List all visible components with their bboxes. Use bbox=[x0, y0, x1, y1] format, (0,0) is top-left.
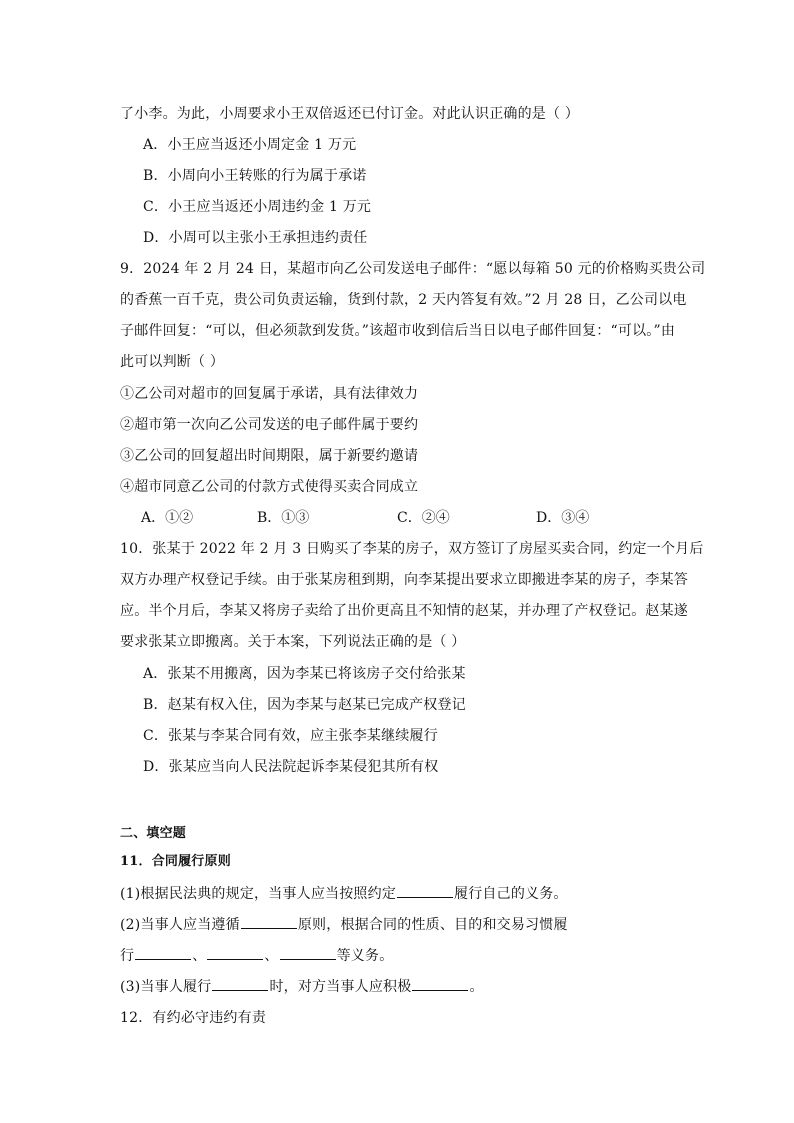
q10-stem-line-3: 应。半个月后，李某又将房子卖给了出价更高且不知情的赵某，并办理了产权登记。赵某遂 bbox=[120, 603, 688, 619]
q11-line-3-text-b: 等义务。 bbox=[336, 948, 394, 964]
q9-statement-3: ③乙公司的回复超出时间期限，属于新要约邀请 bbox=[120, 448, 419, 464]
fill-blank[interactable] bbox=[412, 976, 468, 991]
q11-line-4 bbox=[120, 976, 484, 997]
q9-statement-2: ②超市第一次向乙公司发送的电子邮件属于要约 bbox=[120, 417, 419, 433]
q9-choice-d: D．③④ bbox=[536, 510, 590, 526]
q8-option-a: A．小王应当返还小周定金 1 万元 bbox=[143, 137, 357, 153]
q12-title: 12．有约必守违约有责 bbox=[120, 1010, 267, 1026]
q11-line-1-text-b: 履行自己的义务。 bbox=[454, 886, 568, 902]
q9-stem-line-4: 此可以判断（ ） bbox=[120, 354, 225, 370]
q11-line-3-sep-2: 、 bbox=[264, 948, 279, 964]
q11-line-4-text-a: (3)当事人履行 bbox=[120, 979, 212, 995]
fill-blank[interactable] bbox=[207, 945, 263, 960]
q10-option-b: B．赵某有权入住，因为李某与赵某已完成产权登记 bbox=[143, 697, 466, 713]
q11-line-4-text-b: 时，对方当事人应积极 bbox=[269, 979, 412, 995]
q10-stem-line-1: 10．张某于 2022 年 2 月 3 日购买了李某的房子，双方签订了房屋买卖合同，约定一个月后 bbox=[120, 541, 704, 557]
q10-option-d: D．张某应当向人民法院起诉李某侵犯其所有权 bbox=[143, 759, 439, 775]
section-title: 二、填空题 bbox=[120, 826, 187, 841]
q10-option-c: C．张某与李某合同有效，应主张李某继续履行 bbox=[143, 728, 438, 744]
fill-blank[interactable] bbox=[241, 914, 297, 929]
q9-choice-b: B．①③ bbox=[257, 510, 310, 526]
q11-title: 11．合同履行原则 bbox=[120, 854, 231, 869]
q8-option-c: C．小王应当返还小周违约金 1 万元 bbox=[143, 199, 372, 215]
q8-option-d: D．小周可以主张小王承担违约责任 bbox=[143, 230, 368, 246]
q11-line-4-text-c: 。 bbox=[469, 979, 484, 995]
q8-option-b: B．小周向小王转账的行为属于承诺 bbox=[143, 168, 367, 184]
q9-statement-4: ④超市同意乙公司的付款方式使得买卖合同成立 bbox=[120, 479, 419, 495]
q9-stem-line-1: 9．2024 年 2 月 24 日，某超市向乙公司发送电子邮件：“愿以每箱 50 元的价格购买贵公司 bbox=[120, 261, 706, 277]
q10-stem-line-2: 双方办理产权登记手续。由于张某房租到期，向李某提出要求立即搬进李某的房子，李某答 bbox=[120, 572, 688, 588]
q11-line-1 bbox=[120, 883, 568, 904]
q11-line-2-text-b: 原则，根据合同的性质、目的和交易习惯履 bbox=[297, 917, 568, 933]
fill-blank[interactable] bbox=[135, 945, 191, 960]
fill-blank[interactable] bbox=[280, 945, 336, 960]
q9-choice-c: C．②④ bbox=[397, 510, 450, 526]
q9-stem-line-3: 子邮件回复：“可以，但必须款到发货。”该超市收到信后当日以电子邮件回复：“可以。”由 bbox=[120, 323, 676, 339]
q9-choice-a: A．①② bbox=[141, 510, 194, 526]
q11-line-2 bbox=[120, 914, 568, 935]
q11-line-3-sep-1: 、 bbox=[192, 948, 207, 964]
q11-line-2-text-a: (2)当事人应当遵循 bbox=[120, 917, 240, 933]
q9-statement-1: ①乙公司对超市的回复属于承诺，具有法律效力 bbox=[120, 386, 419, 402]
q8-stem-tail: 了小李。为此，小周要求小王双倍返还已付订金。对此认识正确的是（ ） bbox=[120, 106, 580, 122]
fill-blank[interactable] bbox=[212, 976, 268, 991]
q11-line-1-text-a: (1)根据民法典的规定，当事人应当按照约定 bbox=[120, 886, 397, 902]
q9-stem-line-2: 的香蕉一百千克，贵公司负责运输，货到付款，2 天内答复有效。”2 月 28 日，乙公司以电 bbox=[120, 292, 687, 308]
q10-option-a: A．张某不用搬离，因为李某已将该房子交付给张某 bbox=[143, 666, 466, 682]
q10-stem-line-4: 要求张某立即搬离。关于本案，下列说法正确的是（ ） bbox=[120, 634, 466, 650]
q11-line-3-text-a: 行 bbox=[120, 948, 135, 964]
q11-line-3 bbox=[120, 945, 393, 966]
fill-blank[interactable] bbox=[397, 883, 453, 898]
